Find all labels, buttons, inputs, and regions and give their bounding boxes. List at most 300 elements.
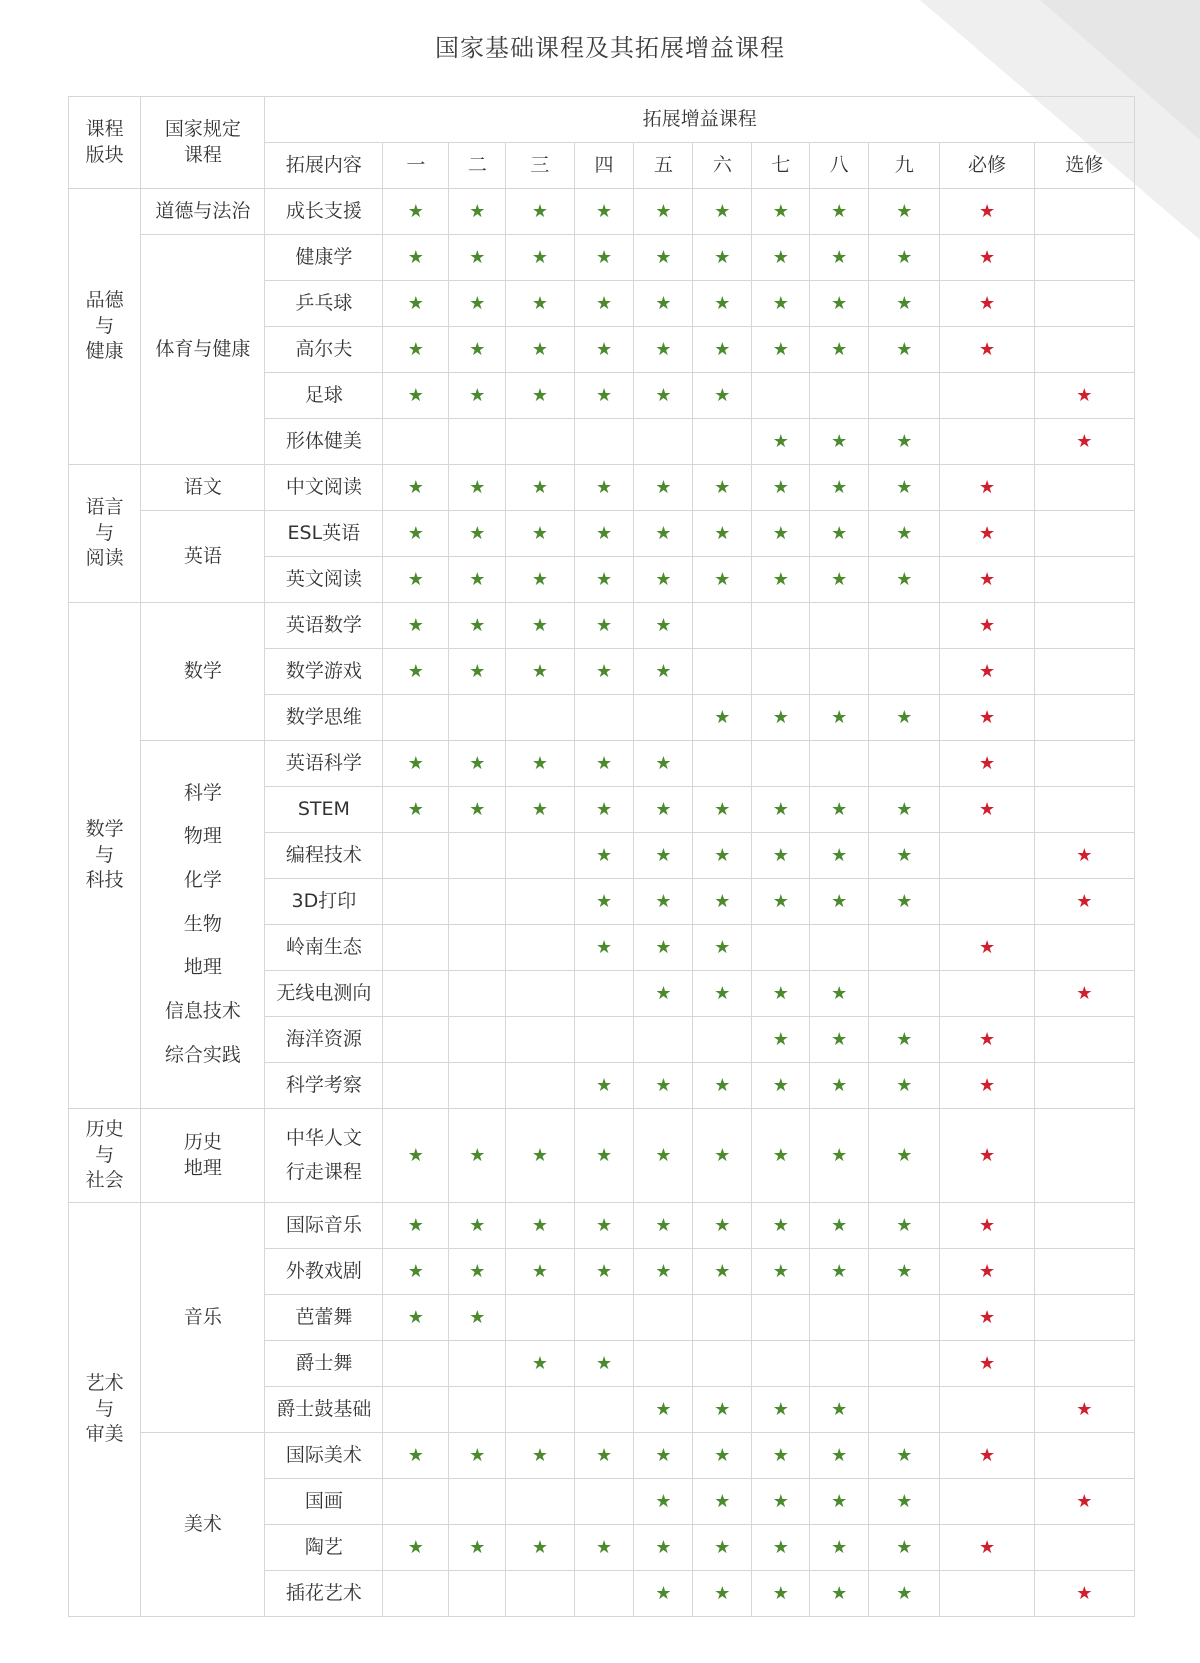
grade-cell-6: [693, 1017, 752, 1063]
grade-cell-4: [574, 1063, 634, 1109]
cell-line: 语言: [85, 496, 124, 519]
green-star-icon: ★: [714, 1074, 731, 1096]
grade-cell-9: [869, 373, 940, 419]
cell-line: 中华人文: [285, 1126, 362, 1149]
required-cell: [940, 465, 1034, 511]
table-row: [69, 1203, 1135, 1249]
grade-cell-8: [810, 1571, 869, 1617]
grade-cell-1: [383, 1387, 449, 1433]
grade-cell-6: [693, 1387, 752, 1433]
grade-cell-3: [506, 327, 574, 373]
header-grade-7: 七: [752, 143, 810, 189]
required-cell: [940, 1433, 1034, 1479]
grade-cell-9: [869, 189, 940, 235]
cell-line: 无线电测向: [276, 981, 372, 1004]
green-star-icon: ★: [772, 1028, 789, 1050]
course-name: [265, 1017, 383, 1063]
grade-cell-8: [810, 281, 869, 327]
course-name: [265, 1387, 383, 1433]
course-name: [265, 1571, 383, 1617]
grade-cell-5: [634, 1479, 693, 1525]
green-star-icon: ★: [772, 1074, 789, 1096]
grade-cell-5: [634, 1063, 693, 1109]
required-cell: [940, 327, 1034, 373]
grade-cell-6: [693, 649, 752, 695]
grade-cell-8: [810, 1109, 869, 1203]
cell-line: 英语科学: [285, 751, 362, 774]
green-star-icon: ★: [655, 1536, 672, 1558]
elective-cell: [1034, 971, 1134, 1017]
grade-cell-8: [810, 925, 869, 971]
grade-cell-9: [869, 971, 940, 1017]
cell-line: 与: [95, 1397, 115, 1420]
cell-line: 艺术: [85, 1372, 124, 1395]
cell-line: 3D打印: [291, 889, 357, 912]
grade-cell-4: [574, 925, 634, 971]
grade-cell-8: [810, 603, 869, 649]
course-name: [265, 419, 383, 465]
green-star-icon: ★: [831, 200, 848, 222]
green-star-icon: ★: [714, 1144, 731, 1166]
green-star-icon: ★: [896, 890, 913, 912]
grade-cell-1: [383, 1433, 449, 1479]
required-cell: [940, 1203, 1034, 1249]
green-star-icon: ★: [595, 1352, 613, 1374]
required-cell: [940, 1249, 1034, 1295]
grade-cell-3: [506, 787, 574, 833]
grade-cell-7: [752, 787, 810, 833]
grade-cell-6: [693, 741, 752, 787]
grade-cell-5: [634, 1295, 693, 1341]
green-star-icon: ★: [831, 1444, 848, 1466]
red-star-icon: ★: [1076, 1582, 1093, 1604]
cell-line: 审美: [85, 1423, 124, 1446]
cell-line: 英文阅读: [285, 567, 362, 590]
red-star-icon: ★: [978, 568, 996, 590]
grade-cell-5: [634, 511, 693, 557]
grade-cell-4: [574, 1525, 634, 1571]
grade-cell-5: [634, 419, 693, 465]
grade-cell-8: [810, 879, 869, 925]
green-star-icon: ★: [714, 1398, 731, 1420]
table-row: [69, 603, 1135, 649]
elective-cell: [1034, 1433, 1134, 1479]
course-name: [265, 1109, 383, 1203]
grade-cell-9: [869, 1017, 940, 1063]
grade-cell-8: [810, 465, 869, 511]
grade-cell-8: [810, 373, 869, 419]
elective-cell: [1034, 787, 1134, 833]
grade-cell-1: [383, 603, 449, 649]
grade-cell-7: [752, 1203, 810, 1249]
cell-line: 数学: [85, 818, 124, 841]
block-label: [69, 1203, 141, 1617]
grade-cell-6: [693, 787, 752, 833]
green-star-icon: ★: [655, 568, 672, 590]
table-row: [69, 1433, 1135, 1479]
green-star-icon: ★: [896, 1582, 913, 1604]
cell-line: 物理: [183, 825, 222, 848]
grade-cell-1: [383, 327, 449, 373]
green-star-icon: ★: [407, 476, 424, 498]
grade-cell-6: [693, 1341, 752, 1387]
green-star-icon: ★: [714, 798, 731, 820]
green-star-icon: ★: [772, 1444, 789, 1466]
header-block: [69, 97, 141, 189]
red-star-icon: ★: [978, 1260, 996, 1282]
grade-cell-5: [634, 741, 693, 787]
green-star-icon: ★: [772, 982, 789, 1004]
subject-cell: [141, 235, 265, 465]
grade-cell-6: [693, 971, 752, 1017]
course-name: [265, 833, 383, 879]
elective-cell: [1034, 189, 1134, 235]
green-star-icon: ★: [772, 1582, 789, 1604]
green-star-icon: ★: [714, 1536, 731, 1558]
grade-cell-5: [634, 189, 693, 235]
grade-cell-7: [752, 1525, 810, 1571]
subject-cell: [141, 189, 265, 235]
grade-cell-6: [693, 465, 752, 511]
grade-cell-2: [449, 971, 506, 1017]
required-cell: [940, 1109, 1034, 1203]
grade-cell-2: [449, 1017, 506, 1063]
green-star-icon: ★: [896, 522, 913, 544]
grade-cell-5: [634, 1387, 693, 1433]
grade-cell-8: [810, 1387, 869, 1433]
grade-cell-2: [449, 235, 506, 281]
required-cell: [940, 787, 1034, 833]
cell-line: 国际美术: [285, 1443, 362, 1466]
green-star-icon: ★: [831, 1028, 848, 1050]
grade-cell-2: [449, 787, 506, 833]
green-star-icon: ★: [655, 522, 672, 544]
header-elective: 选修: [1034, 143, 1134, 189]
grade-cell-4: [574, 189, 634, 235]
cell-line: 与: [95, 1143, 115, 1166]
grade-cell-2: [449, 189, 506, 235]
green-star-icon: ★: [772, 1214, 789, 1236]
cell-line: 社会: [85, 1169, 124, 1192]
cell-line: 足球: [304, 383, 343, 406]
grade-cell-3: [506, 511, 574, 557]
green-star-icon: ★: [714, 936, 731, 958]
grade-cell-3: [506, 1109, 574, 1203]
cell-line: 地理: [183, 956, 222, 979]
grade-cell-1: [383, 1479, 449, 1525]
grade-cell-8: [810, 1249, 869, 1295]
grade-cell-3: [506, 1433, 574, 1479]
green-star-icon: ★: [407, 614, 424, 636]
elective-cell: [1034, 1249, 1134, 1295]
grade-cell-6: [693, 419, 752, 465]
grade-cell-4: [574, 787, 634, 833]
cell-line: 国家规定: [164, 117, 241, 140]
grade-cell-3: [506, 1571, 574, 1617]
cell-line: STEM: [297, 797, 350, 820]
subject-cell: [141, 603, 265, 741]
grade-cell-3: [506, 925, 574, 971]
grade-cell-1: [383, 925, 449, 971]
green-star-icon: ★: [896, 798, 913, 820]
grade-cell-4: [574, 741, 634, 787]
grade-cell-6: [693, 1525, 752, 1571]
green-star-icon: ★: [896, 292, 913, 314]
grade-cell-7: [752, 1433, 810, 1479]
grade-cell-6: [693, 235, 752, 281]
green-star-icon: ★: [831, 798, 848, 820]
cell-line: ESL英语: [287, 521, 361, 544]
grade-cell-1: [383, 419, 449, 465]
grade-cell-7: [752, 189, 810, 235]
grade-cell-9: [869, 1203, 940, 1249]
grade-cell-5: [634, 373, 693, 419]
green-star-icon: ★: [831, 1582, 848, 1604]
green-star-icon: ★: [831, 476, 848, 498]
course-name: [265, 465, 383, 511]
grade-cell-5: [634, 787, 693, 833]
grade-cell-8: [810, 1341, 869, 1387]
grade-cell-6: [693, 327, 752, 373]
green-star-icon: ★: [772, 338, 789, 360]
grade-cell-5: [634, 1249, 693, 1295]
green-star-icon: ★: [714, 982, 731, 1004]
grade-cell-6: [693, 281, 752, 327]
grade-cell-9: [869, 511, 940, 557]
green-star-icon: ★: [831, 568, 848, 590]
header-grade-1: 一: [383, 143, 449, 189]
subject-cell: [141, 741, 265, 1109]
header-grade-3: 三: [506, 143, 574, 189]
green-star-icon: ★: [407, 522, 424, 544]
grade-cell-4: [574, 1109, 634, 1203]
cell-line: 英语数学: [285, 613, 362, 636]
green-star-icon: ★: [655, 1144, 672, 1166]
grade-cell-8: [810, 833, 869, 879]
green-star-icon: ★: [469, 476, 486, 498]
green-star-icon: ★: [531, 752, 548, 774]
grade-cell-8: [810, 695, 869, 741]
green-star-icon: ★: [772, 200, 789, 222]
grade-cell-4: [574, 1249, 634, 1295]
grade-cell-6: [693, 695, 752, 741]
grade-cell-6: [693, 1571, 752, 1617]
grade-cell-7: [752, 1295, 810, 1341]
elective-cell: [1034, 1017, 1134, 1063]
green-star-icon: ★: [655, 1214, 672, 1236]
green-star-icon: ★: [595, 1260, 613, 1282]
cell-line: 爵士舞: [295, 1351, 353, 1374]
red-star-icon: ★: [978, 752, 996, 774]
header-grade-4: 四: [574, 143, 634, 189]
green-star-icon: ★: [595, 522, 613, 544]
grade-cell-3: [506, 1387, 574, 1433]
grade-cell-4: [574, 1571, 634, 1617]
green-star-icon: ★: [469, 246, 486, 268]
grade-cell-9: [869, 1571, 940, 1617]
green-star-icon: ★: [896, 476, 913, 498]
header-grade-2: 二: [449, 143, 506, 189]
grade-cell-8: [810, 787, 869, 833]
green-star-icon: ★: [772, 844, 789, 866]
grade-cell-4: [574, 1387, 634, 1433]
green-star-icon: ★: [531, 246, 548, 268]
grade-cell-1: [383, 879, 449, 925]
grade-cell-9: [869, 281, 940, 327]
green-star-icon: ★: [407, 568, 424, 590]
table-row: [69, 235, 1135, 281]
elective-cell: [1034, 1387, 1134, 1433]
green-star-icon: ★: [655, 338, 672, 360]
required-cell: [940, 1387, 1034, 1433]
grade-cell-4: [574, 511, 634, 557]
grade-cell-6: [693, 1433, 752, 1479]
grade-cell-3: [506, 1017, 574, 1063]
table-row: [69, 511, 1135, 557]
course-name: [265, 557, 383, 603]
green-star-icon: ★: [595, 476, 613, 498]
green-star-icon: ★: [655, 200, 672, 222]
grade-cell-5: [634, 833, 693, 879]
elective-cell: [1034, 1109, 1134, 1203]
grade-cell-2: [449, 373, 506, 419]
green-star-icon: ★: [595, 1074, 613, 1096]
required-cell: [940, 1341, 1034, 1387]
subject-cell: [141, 1203, 265, 1433]
table-row: [69, 741, 1135, 787]
grade-cell-2: [449, 1571, 506, 1617]
grade-cell-1: [383, 235, 449, 281]
green-star-icon: ★: [595, 798, 613, 820]
green-star-icon: ★: [896, 1536, 913, 1558]
green-star-icon: ★: [772, 476, 789, 498]
green-star-icon: ★: [469, 1306, 486, 1328]
cell-line: 健康学: [295, 245, 353, 268]
grade-cell-3: [506, 419, 574, 465]
green-star-icon: ★: [896, 1260, 913, 1282]
green-star-icon: ★: [831, 522, 848, 544]
course-name: [265, 1295, 383, 1341]
grade-cell-7: [752, 603, 810, 649]
red-star-icon: ★: [978, 1352, 996, 1374]
course-name: [265, 603, 383, 649]
green-star-icon: ★: [831, 246, 848, 268]
cell-line: 与: [95, 314, 115, 337]
required-cell: [940, 649, 1034, 695]
grade-cell-9: [869, 1249, 940, 1295]
green-star-icon: ★: [714, 522, 731, 544]
grade-cell-3: [506, 557, 574, 603]
red-star-icon: ★: [1076, 1490, 1093, 1512]
block-label: [69, 603, 141, 1109]
green-star-icon: ★: [595, 246, 613, 268]
header-required: 必修: [940, 143, 1034, 189]
cell-line: 科学: [183, 781, 222, 804]
green-star-icon: ★: [531, 338, 548, 360]
grade-cell-7: [752, 925, 810, 971]
course-name: [265, 879, 383, 925]
cell-line: 数学思维: [285, 705, 362, 728]
grade-cell-8: [810, 649, 869, 695]
grade-cell-7: [752, 419, 810, 465]
green-star-icon: ★: [772, 1144, 789, 1166]
red-star-icon: ★: [1076, 890, 1093, 912]
green-star-icon: ★: [595, 660, 613, 682]
grade-cell-8: [810, 971, 869, 1017]
grade-cell-5: [634, 1525, 693, 1571]
elective-cell: [1034, 235, 1134, 281]
green-star-icon: ★: [896, 706, 913, 728]
green-star-icon: ★: [896, 844, 913, 866]
grade-cell-6: [693, 1479, 752, 1525]
grade-cell-4: [574, 1479, 634, 1525]
course-name: [265, 1249, 383, 1295]
grade-cell-9: [869, 1387, 940, 1433]
green-star-icon: ★: [831, 706, 848, 728]
grade-cell-8: [810, 1203, 869, 1249]
green-star-icon: ★: [655, 660, 672, 682]
grade-cell-7: [752, 465, 810, 511]
grade-cell-2: [449, 465, 506, 511]
grade-cell-1: [383, 971, 449, 1017]
cell-line: 健康: [85, 340, 124, 363]
grade-cell-7: [752, 695, 810, 741]
cell-line: 道德与法治: [155, 199, 251, 222]
grade-cell-5: [634, 327, 693, 373]
grade-cell-4: [574, 1341, 634, 1387]
grade-cell-9: [869, 1479, 940, 1525]
red-star-icon: ★: [978, 246, 996, 268]
green-star-icon: ★: [896, 338, 913, 360]
required-cell: [940, 603, 1034, 649]
green-star-icon: ★: [714, 1214, 731, 1236]
green-star-icon: ★: [831, 1398, 848, 1420]
elective-cell: [1034, 925, 1134, 971]
course-name: [265, 1525, 383, 1571]
green-star-icon: ★: [896, 568, 913, 590]
cell-line: 插花艺术: [285, 1581, 362, 1604]
grade-cell-2: [449, 1109, 506, 1203]
course-name: [265, 281, 383, 327]
block-label: [69, 189, 141, 465]
green-star-icon: ★: [831, 1536, 848, 1558]
green-star-icon: ★: [655, 936, 672, 958]
red-star-icon: ★: [1076, 844, 1093, 866]
grade-cell-6: [693, 833, 752, 879]
elective-cell: [1034, 511, 1134, 557]
green-star-icon: ★: [772, 1398, 789, 1420]
green-star-icon: ★: [655, 1582, 672, 1604]
elective-cell: [1034, 1571, 1134, 1617]
grade-cell-7: [752, 1017, 810, 1063]
required-cell: [940, 281, 1034, 327]
green-star-icon: ★: [655, 614, 672, 636]
green-star-icon: ★: [896, 1144, 913, 1166]
red-star-icon: ★: [1076, 384, 1093, 406]
grade-cell-2: [449, 925, 506, 971]
cell-line: 生物: [183, 912, 222, 935]
required-cell: [940, 971, 1034, 1017]
grade-cell-5: [634, 235, 693, 281]
green-star-icon: ★: [407, 338, 424, 360]
cell-line: 科学考察: [285, 1073, 362, 1096]
green-star-icon: ★: [655, 1398, 672, 1420]
grade-cell-7: [752, 281, 810, 327]
course-name: [265, 1341, 383, 1387]
grade-cell-6: [693, 189, 752, 235]
green-star-icon: ★: [714, 1582, 731, 1604]
grade-cell-7: [752, 879, 810, 925]
